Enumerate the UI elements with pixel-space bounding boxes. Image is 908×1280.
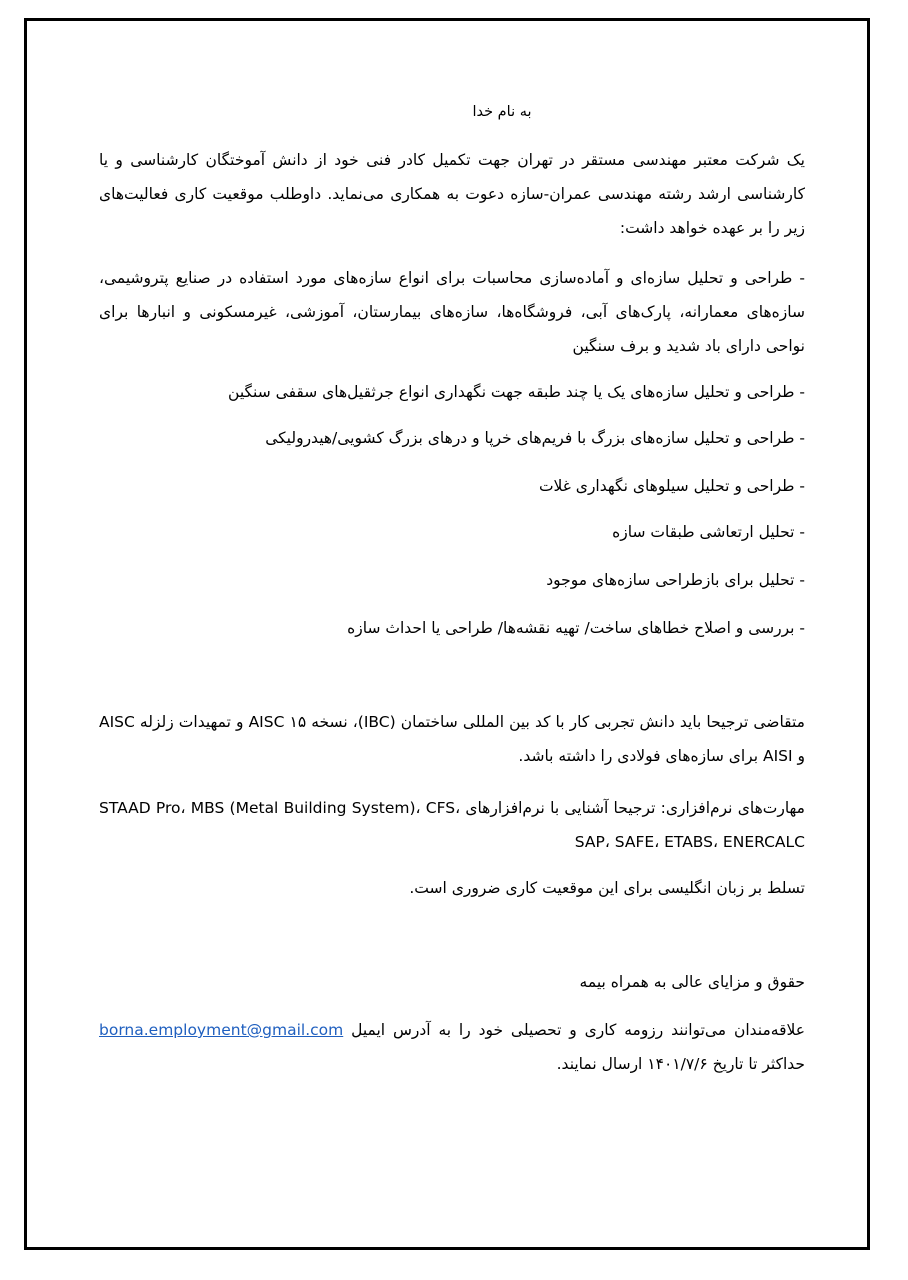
apply-suffix: حداکثر تا تاریخ ۱۴۰۱/۷/۶ ارسال نمایند.: [556, 1055, 805, 1073]
document-title: به نام خدا: [472, 104, 532, 120]
duty-item-5: - تحلیل ارتعاشی طبقات سازه: [612, 523, 805, 541]
duty-item-4: - طراحی و تحلیل سیلوهای نگهداری غلات: [538, 477, 805, 495]
duty-item-3: - طراحی و تحلیل سازه‌های بزرگ با فریم‌های خرپا و درهای بزرگ کشویی/هیدرولیکی: [265, 429, 805, 447]
intro-paragraph: یک شرکت معتبر مهندسی مستقر در تهران جهت تکمیل کادر فنی خود از دانش آموختگان کارشناسی و یا کارشناسی ارشد رشته مهندسی عمران-سازه دعوت به همکاری می‌نماید. داوطلب موقعیت کاری فعالیت‌های زیر را بر عهده خواهد داشت:: [99, 151, 805, 237]
document-frame: [24, 18, 870, 1250]
duty-item-2: - طراحی و تحلیل سازه‌های یک یا چند طبقه جهت نگهداری انواع جرثقیل‌های سقفی سنگین: [228, 383, 805, 401]
requirements-paragraph: متقاضی ترجیحا باید دانش تجربی کار با کد بین المللی ساختمان (IBC)، نسخه ۱۵ AISC و تمهیدات زلزله AISC و AISI برای سازه‌های فولادی را داشته باشد.: [99, 713, 805, 765]
apply-prefix: علاقه‌مندان می‌توانند رزومه کاری و تحصیلی خود را به آدرس ایمیل: [351, 1021, 805, 1039]
software-paragraph: مهارت‌های نرم‌افزاری: ترجیحا آشنایی با نرم‌افزارهای STAAD Pro، MBS (Metal Building System)، CFS، SAP، SAFE، ETABS، ENERCALC: [99, 799, 805, 851]
duty-item-7: - بررسی و اصلاح خطاهای ساخت/ تهیه نقشه‌ها/ طراحی یا احداث سازه: [347, 619, 805, 637]
email-link[interactable]: borna.employment@gmail.com: [99, 1021, 344, 1039]
apply-paragraph: [99, 1013, 805, 1081]
english-requirement: تسلط بر زبان انگلیسی برای این موقعیت کاری ضروری است.: [409, 879, 805, 897]
duty-item-1: - طراحی و تحلیل سازه‌ای و آماده‌سازی محاسبات برای انواع سازه‌های مورد استفاده در صنایع پتروشیمی، سازه‌های معمارانه، پارک‌های آبی، فروشگاه‌ها، سازه‌های بیمارستان، آموزشی، غیرمسکونی و انبارها برای نواحی دارای باد شدید و برف سنگین: [99, 269, 805, 355]
duty-item-6: - تحلیل برای بازطراحی سازه‌های موجود: [546, 571, 805, 589]
benefits-line: حقوق و مزایای عالی به همراه بیمه: [579, 973, 805, 991]
